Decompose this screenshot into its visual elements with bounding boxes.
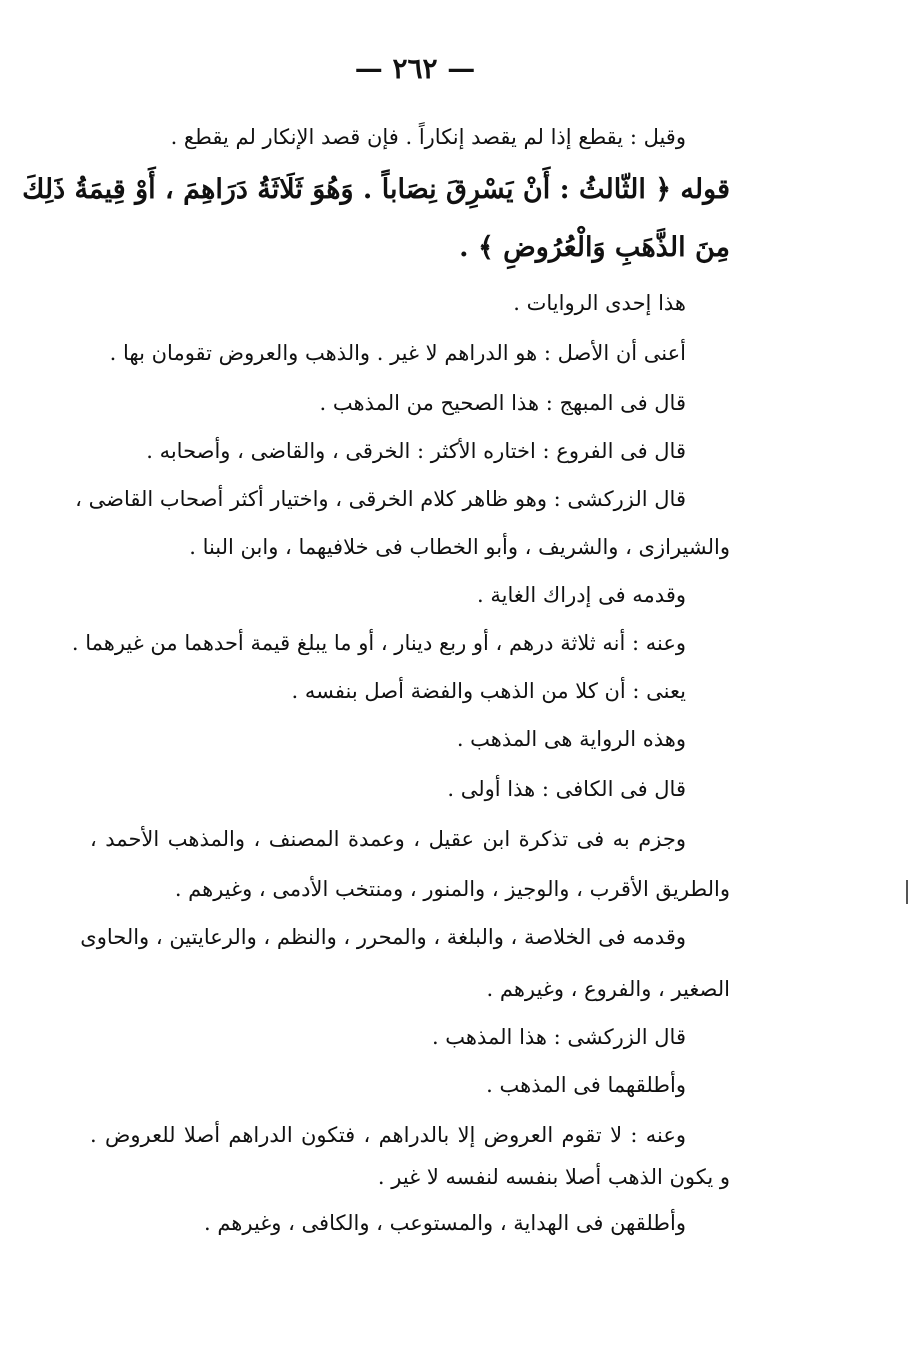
text-line: قال فى المبهج : هذا الصحيح من المذهب .: [319, 391, 686, 415]
text-line: قال الزركشى : هذا المذهب .: [431, 1025, 686, 1049]
text-line: والشيرازى ، والشريف ، وأبو الخطاب فى خلافيهما ، وابن البنا .: [189, 535, 730, 559]
text-line: وقدمه فى الخلاصة ، والبلغة ، والمحرر ، والنظم ، والرعايتين ، والحاوى: [80, 925, 686, 949]
text-line: قال الزركشى : وهو ظاهر كلام الخرقى ، واختيار أكثر أصحاب القاضى ،: [75, 487, 686, 511]
text-line: وأطلقهن فى الهداية ، والمستوعب ، والكافى ، وغيرهم .: [203, 1211, 686, 1235]
text-line: وأطلقهما فى المذهب .: [486, 1073, 686, 1097]
text-line: أعنى أن الأصل : هو الدراهم لا غير . والذهب والعروض تقومان بها .: [109, 341, 686, 365]
text-line: وجزم به فى تذكرة ابن عقيل ، وعمدة المصنف ، والمذهب الأحمد ،: [90, 827, 686, 851]
text-line: قال فى الكافى : هذا أولى .: [447, 777, 686, 801]
text-line: والطريق الأقرب ، والوجيز ، والمنور ، ومنتخب الأدمى ، وغيرهم .: [174, 877, 730, 901]
text-line: وقيل : يقطع إذا لم يقصد إنكاراً . فإن قصد الإنكار لم يقطع .: [170, 125, 686, 149]
text-line: وهذه الرواية هى المذهب .: [456, 727, 686, 751]
section-heading-continuation: مِنَ الذَّهَبِ وَالْعُرُوضِ ﴾ .: [459, 232, 730, 263]
page-number: — ٢٦٢ —: [354, 52, 476, 85]
section-heading: قوله ﴿ الثّالثُ : أَنْ يَسْرِقَ نِصَاباً . وَهُوَ ثَلَاثَةُ دَرَاهِمَ ، أَوْ قِيمَةُ ذَلِكَ: [22, 174, 730, 205]
text-line: قال فى الفروع : اختاره الأكثر : الخرقى ، والقاضى ، وأصحابه .: [146, 439, 686, 463]
text-line: وعنه : أنه ثلاثة درهم ، أو ربع دينار ، أو ما يبلغ قيمة أحدهما من غيرهما .: [71, 631, 686, 655]
text-line: وعنه : لا تقوم العروض إلا بالدراهم ، فتكون الدراهم أصلا للعروض .: [90, 1123, 686, 1147]
text-line: وقدمه فى إدراك الغاية .: [477, 583, 686, 607]
text-line: هذا إحدى الروايات .: [513, 291, 686, 315]
margin-mark: [906, 880, 908, 904]
text-line: يعنى : أن كلا من الذهب والفضة أصل بنفسه .: [291, 679, 686, 703]
text-line: الصغير ، والفروع ، وغيرهم .: [486, 977, 730, 1001]
text-line: و يكون الذهب أصلا بنفسه لنفسه لا غير .: [377, 1165, 730, 1189]
